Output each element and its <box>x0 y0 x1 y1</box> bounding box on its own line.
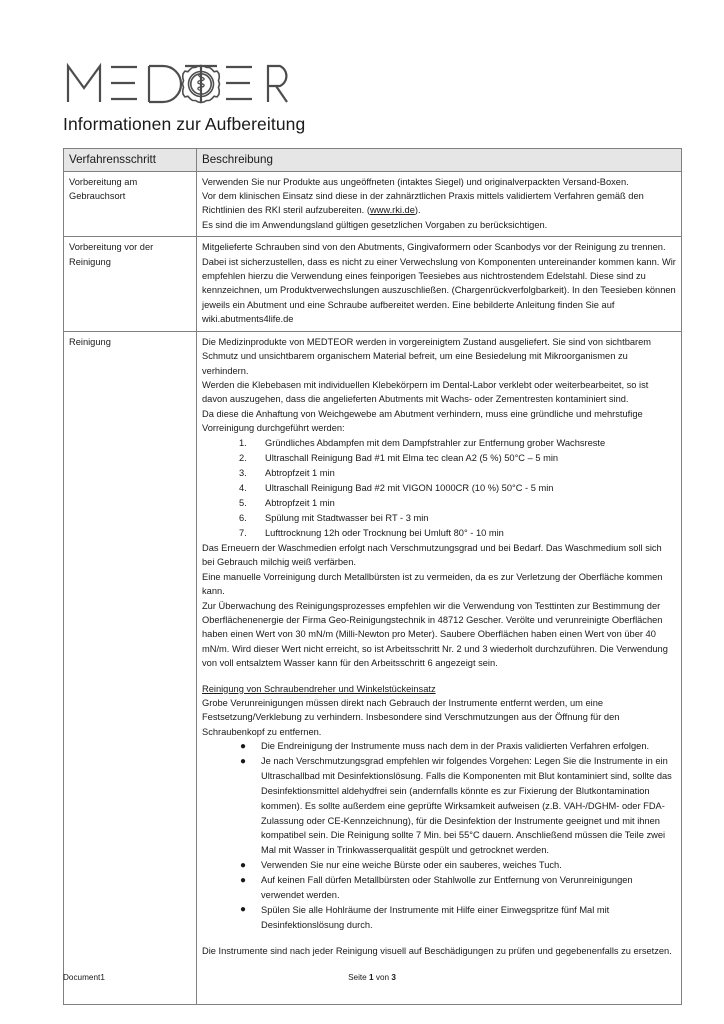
bullet-icon: ● <box>240 904 247 916</box>
table-row <box>64 237 682 331</box>
rki-link[interactable]: www.rki.de <box>369 205 415 216</box>
paragraph-text-part1: Vor dem klinischen Einsatz sind diese in der zahnärztlichen Praxis mittels validiertem Verfahren gemäß den Richtlinien des RKI steril aufzubereiten. ( <box>202 191 644 216</box>
step-name-vorbereitung-reinigung: Vorbereitung vor der Reinigung <box>64 237 197 331</box>
list-item <box>202 739 676 754</box>
paragraph: Eine manuelle Vorreinigung durch Metallbürsten ist zu vermeiden, da es zur Verletzung der Oberfläche kommen kann. <box>202 571 663 597</box>
list-item-text: Lufttrocknung 12h oder Trocknung bei Umluft 80° - 10 min <box>265 527 504 538</box>
list-item-text: Die Endreinigung der Instrumente muss nach dem in der Praxis validierten Verfahren erfolgen. <box>261 741 650 752</box>
paragraph: Verwenden Sie nur Produkte aus ungeöffneten (intaktes Siegel) und originalverpackten Versand-Boxen. <box>202 176 629 187</box>
medteor-logo-svg <box>63 58 291 108</box>
list-item <box>202 903 676 933</box>
list-item-text: Abtropfzeit 1 min <box>265 497 335 508</box>
list-item <box>202 451 676 466</box>
footer-page-indicator <box>63 973 681 982</box>
list-item <box>202 481 676 496</box>
subheading-schraubendreher: Reinigung von Schraubendreher und Winkelstückeinsatz <box>202 683 436 694</box>
gear-caduceus-icon <box>183 66 220 103</box>
list-item-text: Abtropfzeit 1 min <box>265 467 335 478</box>
column-header-beschreibung: Beschreibung <box>197 149 682 172</box>
list-item <box>202 511 676 526</box>
list-item-text: Auf keinen Fall dürfen Metallbürsten oder Stahlwolle zur Entfernung von Verunreinigungen verwendet werden. <box>261 875 633 900</box>
list-item-number: 7. <box>239 527 247 538</box>
paragraph: Mitgelieferte Schrauben sind von den Abutments, Gingivaformern oder Scanbodys vor der Reinigung zu trennen. Dabei ist sicherzustellen, dass es nicht zu einer Verwechslung von Komponenten untereinander kommen kann. Wir empfehlen hierzu die Verwendung eines feinporigen Teesiebes aus nichtrostendem Edelstahl. Diese sind zu kennzeichnen, um Produktverwechslungen auszuschließen. (Chargenrückverfolgbarkeit). In den Teesieben können jeweils ein Abutment und eine Schraube aufbereitet werden. Eine bebilderte Anleitung finden Sie auf wiki.abutments4life.de <box>202 242 676 325</box>
step-description-vorbereitung-gebrauchsort <box>197 171 682 237</box>
list-item-text: Spülung mit Stadtwasser bei RT - 3 min <box>265 512 429 523</box>
footer-von-label: von <box>375 973 390 982</box>
paragraph: Es sind die im Anwendungsland gültigen gesetzlichen Vorgaben zu berücksichtigen. <box>202 219 548 230</box>
list-item-number: 6. <box>239 512 247 523</box>
list-item-number: 2. <box>239 452 247 463</box>
bullet-icon: ● <box>240 874 247 886</box>
step-description-reinigung <box>197 331 682 1004</box>
list-item-number: 4. <box>239 482 247 493</box>
list-item-text: Je nach Verschmutzungsgrad empfehlen wir folgendes Vorgehen: Legen Sie die Instrumente in ein Ultraschallbad mit Desinfektionslösung. Falls die Komponenten mit Blut kontaminiert sind, sollte das Desinfektionsmittel aldehydfrei sein (andernfalls könnte es zur Fixierung der Blutkontamination kommen). Es sollte außerdem eine geprüfte Wirksamkeit aufweisen (z.B. VAH-/DGHM- oder FDA-Zulassung oder CE-Kennzeichnung), für die Desinfektion der Instrumente geeignet und mit ihnen kompatibel sein. Die Reinigung sollte 7 Min. bei 55°C dauern. Anschließend müssen die Teile zwei Mal mit Wasser in Trinkwasserqualität gespült und getrocknet werden. <box>261 756 672 856</box>
paragraph: Da diese die Anhaftung von Weichgewebe am Abutment verhindern, muss eine gründliche und mehrstufige Vorreinigung durchgeführt werden: <box>202 408 643 434</box>
list-item <box>202 496 676 511</box>
list-item-text: Ultraschall Reinigung Bad #1 mit Elma tec clean A2 (5 %) 50°C – 5 min <box>265 452 559 463</box>
list-item <box>202 466 676 481</box>
list-item-text: Ultraschall Reinigung Bad #2 mit VIGON 1000CR (10 %) 50°C - 5 min <box>265 482 554 493</box>
paragraph: Grobe Verunreinigungen müssen direkt nach Gebrauch der Instrumente entfernt werden, um eine Festsetzung/Verklebung zu verhindern. Insbesondere sind Verschmutzungen aus der Öffnung für den Schraubenkopf zu entfernen. <box>202 697 620 737</box>
bullet-icon: ● <box>240 755 247 767</box>
closing-paragraph: Die Instrumente sind nach jeder Reinigung visuell auf Beschädigungen zu prüfen und gegebenenfalls zu ersetzen. <box>202 945 672 956</box>
cleaning-steps-list <box>202 436 676 541</box>
instrument-cleaning-bullets <box>202 739 676 932</box>
procedure-table <box>63 148 682 1005</box>
list-item-number: 3. <box>239 467 247 478</box>
bullet-icon: ● <box>240 859 247 871</box>
page-footer <box>63 973 681 987</box>
list-item <box>202 858 676 873</box>
table-row <box>64 171 682 237</box>
step-description-vorbereitung-reinigung <box>197 237 682 331</box>
bullet-icon: ● <box>240 740 247 752</box>
table-header-row <box>64 149 682 172</box>
footer-page-number: 1 <box>369 973 374 982</box>
paragraph: Werden die Klebebasen mit individuellen Klebekörpern im Dental-Labor verklebt oder weiterbearbeitet, so ist davon auszugehen, dass die angelieferten Abutments mit Wachs- oder Zementresten kontaminiert sind. <box>202 379 649 405</box>
procedure-table-wrapper <box>63 148 681 1005</box>
list-item-text: Spülen Sie alle Hohlräume der Instrumente mit Hilfe einer Einwegspritze fünf Mal mit Desinfektionslösung durch. <box>261 904 610 930</box>
paragraph-text-part2: ). <box>414 205 421 216</box>
list-item-number: 5. <box>239 497 247 508</box>
list-item-text: Gründliches Abdampfen mit dem Dampfstrahler zur Entfernung grober Wachsreste <box>265 437 606 448</box>
page-title: Informationen zur Aufbereitung <box>63 114 306 134</box>
list-item <box>202 526 676 541</box>
paragraph: Das Erneuern der Waschmedien erfolgt nach Verschmutzungsgrad und bei Bedarf. Das Waschmedium soll sich bei Gebrauch milchig weiß verfärben. <box>202 542 662 568</box>
paragraph: Die Medizinprodukte von MEDTEOR werden in vorgereinigtem Zustand ausgeliefert. Sie sind von sichtbarem Schmutz und unsichtbarem organischem Material befreit, um eine Besiedelung mit Mikroorganismen zu verhindern. <box>202 336 652 376</box>
paragraph-with-link <box>202 189 676 218</box>
footer-page-total: 3 <box>391 973 396 982</box>
list-item-number: 1. <box>239 437 247 448</box>
list-item <box>202 436 676 451</box>
list-item <box>202 754 676 858</box>
list-item <box>202 873 676 903</box>
step-name-vorbereitung-gebrauchsort: Vorbereitung am Gebrauchsort <box>64 171 197 237</box>
column-header-verfahrensschritt: Verfahrensschritt <box>64 149 197 172</box>
footer-document-name: Document1 <box>63 973 105 982</box>
paragraph: Zur Überwachung des Reinigungsprozesses empfehlen wir die Verwendung von Testtinten zur Bestimmung der Oberflächenenergie der Firma Geo-Reinigungstechnik in 48712 Gescher. Verölte und verunreinigte Oberflächen haben einen Wert von 30 mN/m (Milli-Newton pro Meter). Saubere Oberflächen haben einen Wert von über 40 mN/m. Wird dieser Wert nicht erreicht, so ist Arbeitsschritt Nr. 2 und 3 wiederholt durchzuführen. Die Verwendung von voll entsalztem Wasser kann für den Arbeitsschritt 6 angezeigt sein. <box>202 600 668 669</box>
table-row <box>64 331 682 1004</box>
list-item-text: Verwenden Sie nur eine weiche Bürste oder ein sauberes, weiches Tuch. <box>261 860 562 871</box>
company-logo <box>63 58 291 108</box>
step-name-reinigung: Reinigung <box>64 331 197 1004</box>
footer-seite-label: Seite <box>348 973 367 982</box>
